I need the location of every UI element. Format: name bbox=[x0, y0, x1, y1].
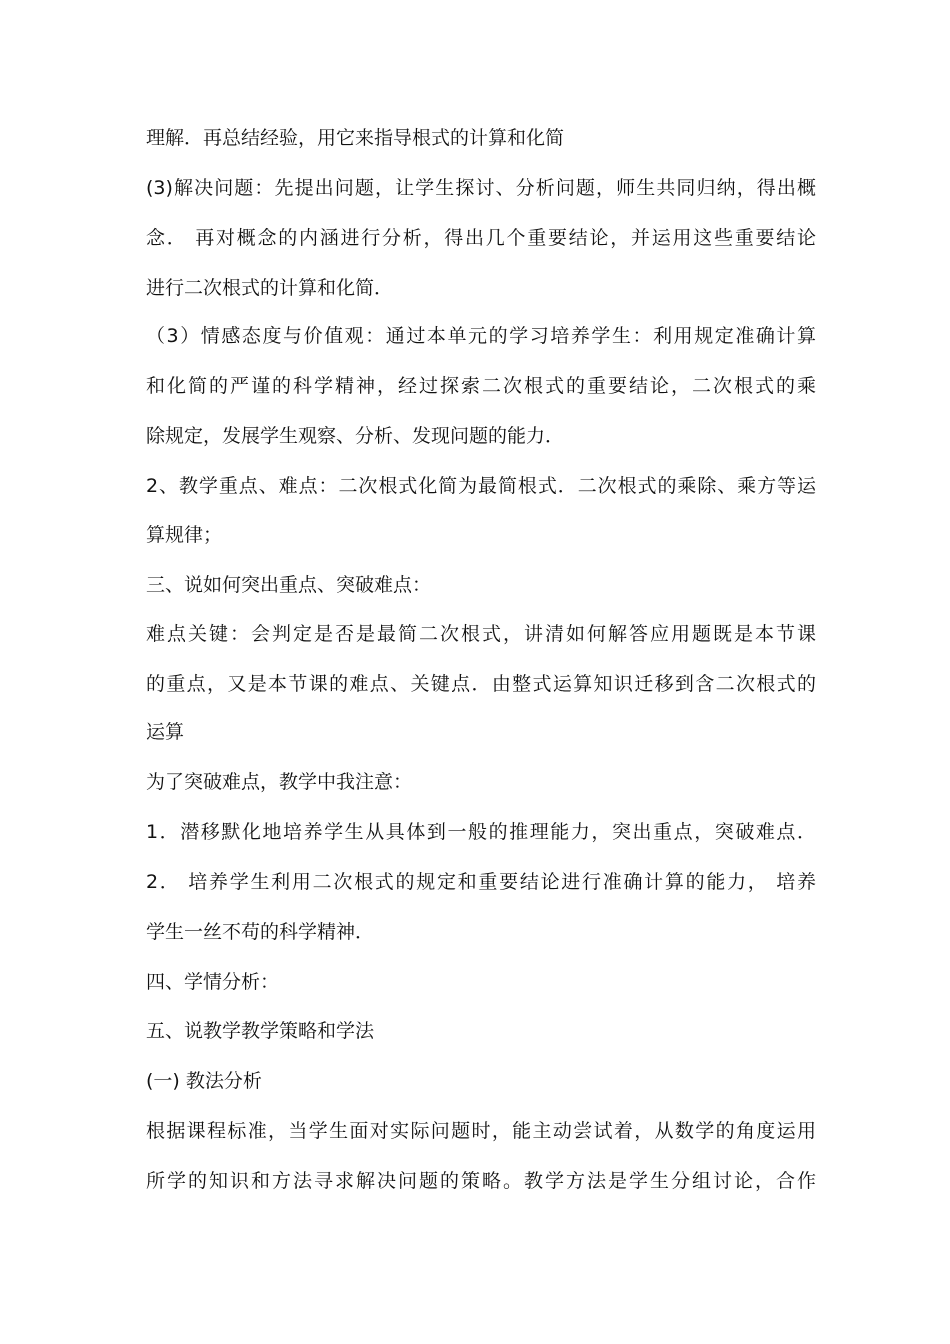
text-line: 难点关键：会判定是否是最简二次根式，讲清如何解答应用题既是本节课 bbox=[146, 623, 816, 645]
section-heading: 五、说教学教学策略和学法 bbox=[146, 1020, 375, 1042]
text-line: 的重点，又是本节课的难点、关键点．由整式运算知识迁移到含二次根式的 bbox=[146, 673, 816, 695]
text-line: 算规律； bbox=[146, 524, 223, 546]
text-line: 所学的知识和方法寻求解决问题的策略。教学方法是学生分组讨论，合作 bbox=[146, 1170, 816, 1192]
text-line: 2、教学重点、难点：二次根式化简为最简根式．二次根式的乘除、乘方等运 bbox=[146, 475, 816, 497]
text-line: 根据课程标准，当学生面对实际问题时，能主动尝试着，从数学的角度运用 bbox=[146, 1120, 816, 1142]
text-line: 理解．再总结经验，用它来指导根式的计算和化简 bbox=[146, 127, 565, 149]
text-line: (3)解决问题：先提出问题，让学生探讨、分析问题，师生共同归纳，得出概 bbox=[146, 177, 816, 199]
text-line: （3）情感态度与价值观：通过本单元的学习培养学生：利用规定准确计算 bbox=[146, 325, 816, 347]
list-item: 2． 培养学生利用二次根式的规定和重要结论进行准确计算的能力， 培养 bbox=[146, 871, 816, 893]
text-line: 学生一丝不苟的科学精神． bbox=[146, 921, 375, 943]
section-heading: 四、学情分析： bbox=[146, 971, 280, 993]
list-item: 1．潜移默化地培养学生从具体到一般的推理能力，突出重点，突破难点． bbox=[146, 821, 816, 843]
text-line: 运算 bbox=[146, 721, 185, 743]
text-line: 除规定，发展学生观察、分析、发现问题的能力． bbox=[146, 425, 565, 447]
section-heading: 三、说如何突出重点、突破难点： bbox=[146, 574, 432, 596]
text-line: 和化简的严谨的科学精神，经过探索二次根式的重要结论，二次根式的乘 bbox=[146, 375, 816, 397]
subsection-heading: (一) 教法分析 bbox=[146, 1070, 262, 1092]
text-line: 进行二次根式的计算和化简． bbox=[146, 277, 394, 299]
text-line: 为了突破难点，教学中我注意： bbox=[146, 771, 413, 793]
text-line: 念． 再对概念的内涵进行分析，得出几个重要结论，并运用这些重要结论 bbox=[146, 227, 816, 249]
